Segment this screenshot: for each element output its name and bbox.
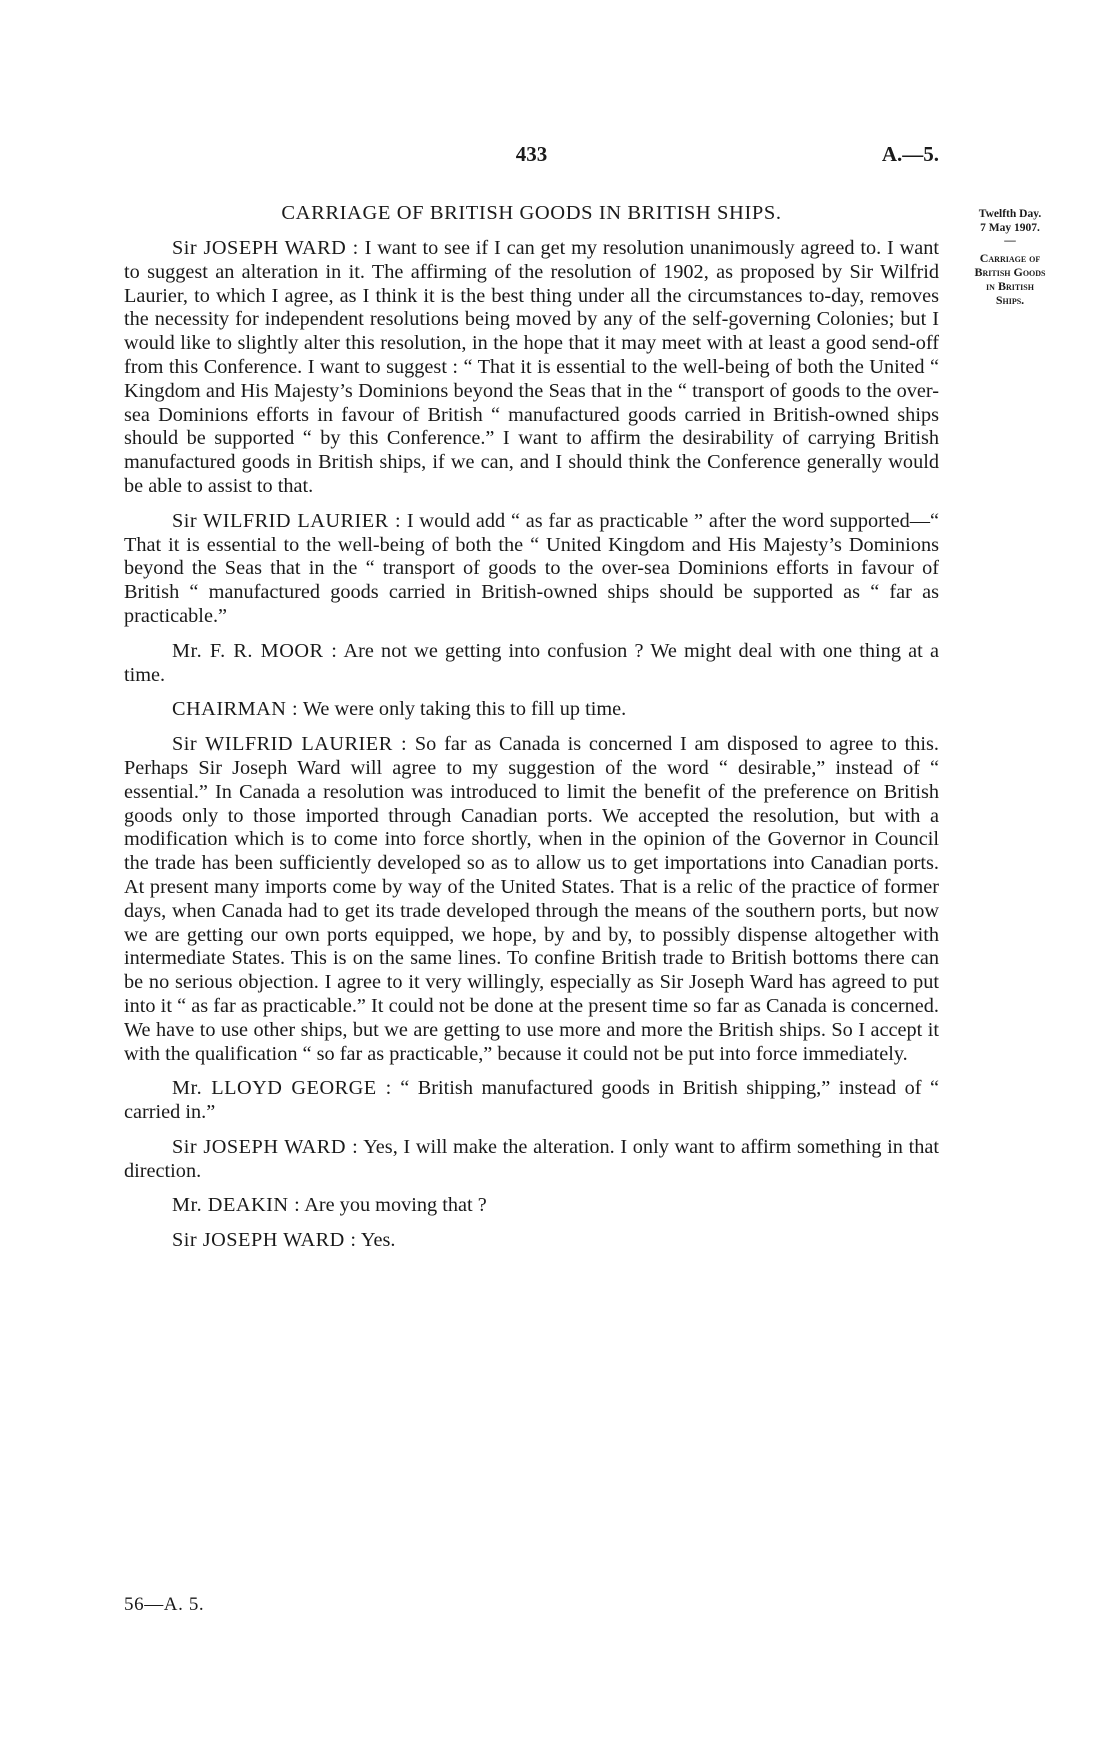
- speech-ward-3: [124, 1229, 939, 1253]
- body-text: [124, 237, 939, 1264]
- speech-text: Are you moving that ?: [304, 1194, 487, 1217]
- margin-note-topic-2: British Goods: [974, 265, 1046, 279]
- speaker-name: CHAIRMAN :: [172, 698, 299, 721]
- speech-lloyd-george: [124, 1077, 939, 1125]
- speech-text: I want to see if I can get my resolution unanimously agreed to. I want to suggest an alteration in it. The affirming of the resolution of 1902, as proposed by Sir Wilfrid Laurier, to which I agree, as I think it is the best thing under all the circumstances to-day, removes the necessity for independent resolutions being moved by any of the self-governing Colonies; but I would like to slightly alter this resolution, in the hope that it may meet with at least a good send-off from this Conference. I want to suggest : “ That it is essential to the well-being of both the United “ Kingdom and His Majesty’s Dominions beyond the Seas that in the “ transport of goods to the over-sea Dominions efforts in favour of British “ manufactured goods carried in British-owned ships should be supported “ by this Conference.” I want to affirm the desirability of carrying British manufactured goods in British ships, if we can, and I should think the Conference generally would be able to assist to that.: [124, 237, 939, 497]
- speech-laurier-1: [124, 510, 939, 629]
- series-id: A.—5.: [881, 142, 939, 166]
- speech-chairman: [124, 698, 939, 722]
- speech-text: Are not we getting into confusion ? We might deal with one thing at a time.: [124, 639, 940, 686]
- speech-laurier-2: [124, 733, 939, 1066]
- margin-note-date: 7 May 1907.: [980, 222, 1040, 234]
- page-header: [124, 142, 939, 172]
- speech-ward-2: [124, 1136, 939, 1184]
- page-number: 433: [515, 142, 548, 166]
- speaker-name: Mr. DEAKIN :: [172, 1194, 301, 1217]
- speaker-name: Sir JOSEPH WARD :: [172, 1229, 357, 1252]
- speech-text: I would add “ as far as practicable ” after the word supported—“ That it is essential to the well-being of both the “ United Kingdom and His Majesty’s Dominions beyond the Seas that in the “ transport of goods to the over-sea Dominions efforts in favour of British “ manufactured goods carried in British-owned ships should be supported as “ far as practicable.”: [124, 509, 939, 627]
- speech-text: So far as Canada is concerned I am disposed to agree to this. Perhaps Sir Joseph Ward will agree to my suggestion of the word “ desirable,” instead of “ essential.” In Canada a resolution was introduced to limit the benefit of the preference on British goods only to those imported through Canadian ports. We accepted the resolution, but with a modification which is to come into force shortly, when in the opinion of the Governor in Council the trade has been sufficiently developed so as to allow us to get importations into Canadian ports. At present many imports come by way of the United States. That is a relic of the practice of former days, when Canada had to get its trade developed through the means of the southern ports, but now we are getting our own ports equipped, we hope, by and by, to possibly dispense altogether with intermediate States. This is on the same lines. To confine British trade to British bottoms there can be no serious objection. I agree to it very willingly, especially as Sir Joseph Ward has agreed to put into it “ as far as practicable.” It could not be done at the present time so far as Canada is concerned. We have to use other ships, but we are getting to use more and more the British ships. So I accept it with the qualification “ so far as practicable,” because it could not be put into force immediately.: [124, 733, 939, 1065]
- speech-text: Yes.: [360, 1229, 396, 1252]
- speaker-name: Sir WILFRID LAURIER :: [172, 509, 402, 532]
- speaker-name: Sir WILFRID LAURIER :: [172, 733, 408, 756]
- section-title: CARRIAGE OF BRITISH GOODS IN BRITISH SHIPS.: [281, 202, 782, 224]
- margin-notes: [954, 207, 1066, 307]
- speech-deakin: [124, 1194, 939, 1218]
- speech-text: Yes, I will make the alteration. I only want to affirm something in that direction.: [124, 1135, 939, 1182]
- speech-ward-1: [124, 237, 939, 499]
- margin-note-dash: —: [1004, 235, 1016, 247]
- margin-note-topic-4: Ships.: [995, 293, 1025, 307]
- speaker-name: Sir JOSEPH WARD :: [172, 1135, 359, 1158]
- speaker-name: Mr. F. R. MOOR :: [172, 639, 338, 662]
- speaker-name: Mr. LLOYD GEORGE :: [172, 1077, 392, 1100]
- margin-note-topic-3: in British: [986, 279, 1034, 293]
- speech-moor: [124, 640, 939, 688]
- margin-note-day: Twelfth Day.: [978, 208, 1042, 220]
- margin-note-topic-1: Carriage of: [979, 251, 1041, 265]
- speech-text: “ British manufactured goods in British shipping,” instead of “ carried in.”: [124, 1077, 940, 1124]
- printer-signature: 56—A. 5.: [124, 1594, 205, 1615]
- speech-text: We were only taking this to fill up time.: [302, 698, 627, 721]
- speaker-name: Sir JOSEPH WARD :: [172, 237, 359, 259]
